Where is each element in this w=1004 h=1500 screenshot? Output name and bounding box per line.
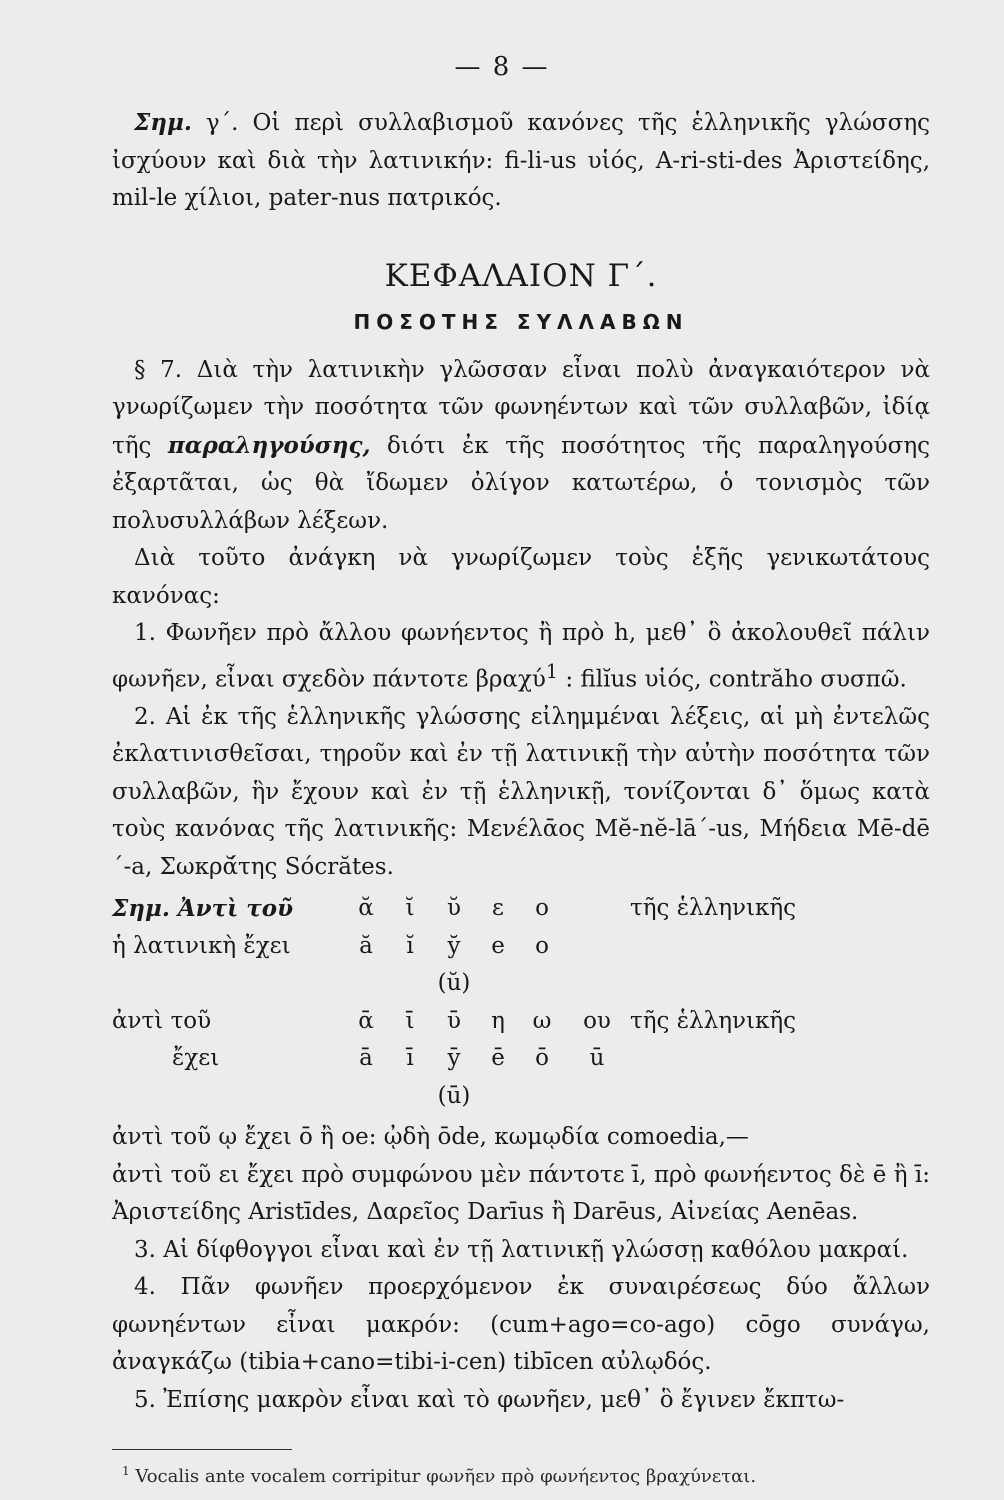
rule-2: 2. Αἱ ἐκ τῆς ἑλληνικῆς γλώσσης εἰλημμέναι λέξεις, αἱ μὴ ἐντελῶς ἐκλατινισθεῖσαι, τηροῦν καὶ ἐν τῇ λατινικῇ τὴν αὐτὴν ποσότητα τῶν συλλαβῶν, ἣν ἔχουν καὶ ἐν τῇ ἑλληνικῇ, τονίζονται δ᾽ ὅμως κατὰ τοὺς κανόνας τῆς λατινικῆς: Μενέλᾱος Mĕ-nĕ-lā´-us, Μήδεια Mē-dē´-a, Σωκρᾰ́της Sócrătes. (112, 703, 930, 880)
vowel-row (112, 965, 796, 1003)
vowel-cell (476, 1078, 520, 1116)
page-number: — 8 — (454, 52, 550, 82)
vowel-cell (476, 965, 520, 1003)
vowel-cell: ū (589, 1045, 605, 1072)
vowel-cell (520, 1078, 564, 1116)
rule-5: 5. Ἐπίσης μακρὸν εἶναι καὶ τὸ φωνῆεν, μεθ᾽ ὃ ἔγινεν ἔκπτω- (134, 1386, 845, 1413)
vowel-cell: ō (535, 1045, 549, 1072)
vowel-cell: ī (406, 1045, 414, 1072)
chapter-subtitle: ΠΟΣΟΤΗΣ ΣΥΛΛΑΒΩΝ (353, 309, 689, 334)
vowel-cell (112, 1078, 344, 1116)
page-body (112, 104, 930, 1490)
vowel-cell (344, 1078, 388, 1116)
vowel-cell: ἡ λατινικὴ ἔχει (112, 932, 291, 959)
vowel-cell (564, 890, 630, 928)
vowel-cell: ο (535, 895, 549, 922)
rule-1 (112, 615, 930, 699)
rule-4: 4. Πᾶν φωνῆεν προερχόμενον ἐκ συναιρέσεως δύο ἄλλων φωνηέντων εἶναι μακρόν: (cum+ago=co-ago) cōgo συνάγω, ἀναγκάζω (tibia+cano=tibi-i-cen) tibīcen αὐλῳδός. (112, 1274, 930, 1376)
vowel-cell (520, 965, 564, 1003)
footnote-text: Vocalis ante vocalem corripitur φωνῆεν πρὸ φωνήεντος βραχύνεται. (129, 1466, 757, 1488)
vowel-row (112, 1040, 796, 1078)
vowel-cell: ῡ (447, 1007, 461, 1034)
vowel-cell: ε (492, 895, 504, 922)
vowel-cell (630, 928, 796, 966)
vowel-cell: ē (491, 1045, 505, 1072)
vowel-cell (564, 1078, 630, 1116)
chapter-title: ΚΕΦΑΛΑΙΟΝ Γ΄. (384, 257, 658, 294)
note-g (112, 104, 930, 218)
vowel-cell (564, 928, 630, 966)
vowel-cell: Σημ. Ἀντὶ τοῦ (112, 895, 294, 923)
vowel-cell (630, 1040, 796, 1078)
vowel-cell: τῆς ἑλληνικῆς (630, 895, 797, 922)
vowel-row (112, 1003, 796, 1041)
section-7 (112, 352, 930, 541)
intro-paragraph: Διὰ τοῦτο ἀνάγκη νὰ γνωρίζωμεν τοὺς ἑξῆς γενικωτάτους κανόνας: (112, 545, 930, 609)
rule-1-text: 1. Φωνῆεν πρὸ ἄλλου φωνήεντος ἢ πρὸ h, μεθ᾽ ὃ ἀκολουθεῖ πάλιν φωνῆεν, εἶναι σχεδὸν πάντοτε βραχύ (112, 620, 930, 693)
vowel-cell (630, 1078, 796, 1116)
note-text: γ΄. Οἱ περὶ συλλαβισμοῦ κανόνες τῆς ἑλληνικῆς γλώσσης ἰσχύουν καὶ διὰ τὴν λατινικήν: fi-li-us υἱός, A-ri-sti-des Ἀριστείδης, mil-le χίλιοι, pater-nus πατρικός. (112, 110, 930, 211)
vowel-cell: y̆ (447, 932, 461, 959)
vowel-cell: ἀντὶ τοῦ (112, 1007, 212, 1034)
vowel-cell: ă (359, 932, 373, 959)
vowel-cell (112, 965, 344, 1003)
note-label: Σημ. (134, 109, 192, 136)
omega-line: ἀντὶ τοῦ ῳ ἔχει ō ἢ oe: ᾠδὴ ōde, κωμῳδία comoedia,— (112, 1124, 749, 1151)
section-7-post: διότι ἐκ τῆς ποσότητος τῆς παραληγούσης ἐξαρτᾶται, ὡς θὰ ἴδωμεν ὀλίγον κατωτέρω, ὁ τονισμὸς τῶν πολυσυλλάβων λέξεων. (112, 432, 930, 534)
vowel-table (112, 890, 796, 1115)
vowel-cell: ου (583, 1007, 611, 1034)
footnote (112, 1458, 930, 1490)
vowel-cell: ᾱ (358, 1007, 374, 1034)
vowel-cell: τῆς ἑλληνικῆς (630, 1007, 797, 1034)
footnote-ref: 1 (545, 659, 559, 683)
footnote-mark: 1 (122, 1464, 130, 1479)
vowel-cell: ȳ (447, 1045, 461, 1072)
vowel-cell: (ŭ) (437, 970, 471, 997)
vowel-cell: o (535, 932, 549, 959)
section-7-pre: § 7. Διὰ τὴν λατινικὴν γλῶσσαν εἶναι πολὺ ἀναγκαιότερον νὰ γνωρίζωμεν τὴν ποσότητα τῶν φωνηέντων καὶ τῶν συλλαβῶν, ἰδίᾳ τῆς (112, 356, 930, 459)
vowel-cell: (ū) (437, 1082, 471, 1109)
rule-1-tail: : filĭus υἱός, contrăho συσπῶ. (558, 666, 907, 693)
vowel-cell (388, 1078, 432, 1116)
rule-3: 3. Αἱ δίφθογγοι εἶναι καὶ ἐν τῇ λατινικῇ γλώσσῃ καθόλου μακραί. (134, 1236, 909, 1263)
vowel-row (112, 890, 796, 928)
vowel-cell: ω (532, 1007, 552, 1034)
vowel-cell: ἔχει (172, 1045, 220, 1072)
vowel-row (112, 928, 796, 966)
vowel-cell: ῑ (405, 1007, 415, 1034)
vowel-cell: ā (359, 1045, 373, 1072)
vowel-cell: ĭ (406, 932, 414, 959)
vowel-cell: ᾰ (358, 895, 374, 922)
vowel-cell: η (491, 1007, 505, 1034)
vowel-row (112, 1078, 796, 1116)
vowel-cell: ῐ (405, 895, 415, 922)
vowel-cell (388, 965, 432, 1003)
vowel-cell (344, 965, 388, 1003)
vowel-cell (564, 965, 630, 1003)
vowel-cell: e (491, 932, 505, 959)
footnote-divider (112, 1449, 292, 1450)
ei-line: ἀντὶ τοῦ ει ἔχει πρὸ συμφώνου μὲν πάντοτε ī, πρὸ φωνήεντος δὲ ē ἢ ī: Ἀριστείδης Aristīdes, Δαρεῖος Darīus ἢ Darēus, Αἰνείας Aenēas. (112, 1161, 930, 1226)
section-7-emph: παραληγούσης, (167, 431, 371, 459)
vowel-cell (630, 965, 796, 1003)
vowel-cell: ῠ (447, 895, 461, 922)
